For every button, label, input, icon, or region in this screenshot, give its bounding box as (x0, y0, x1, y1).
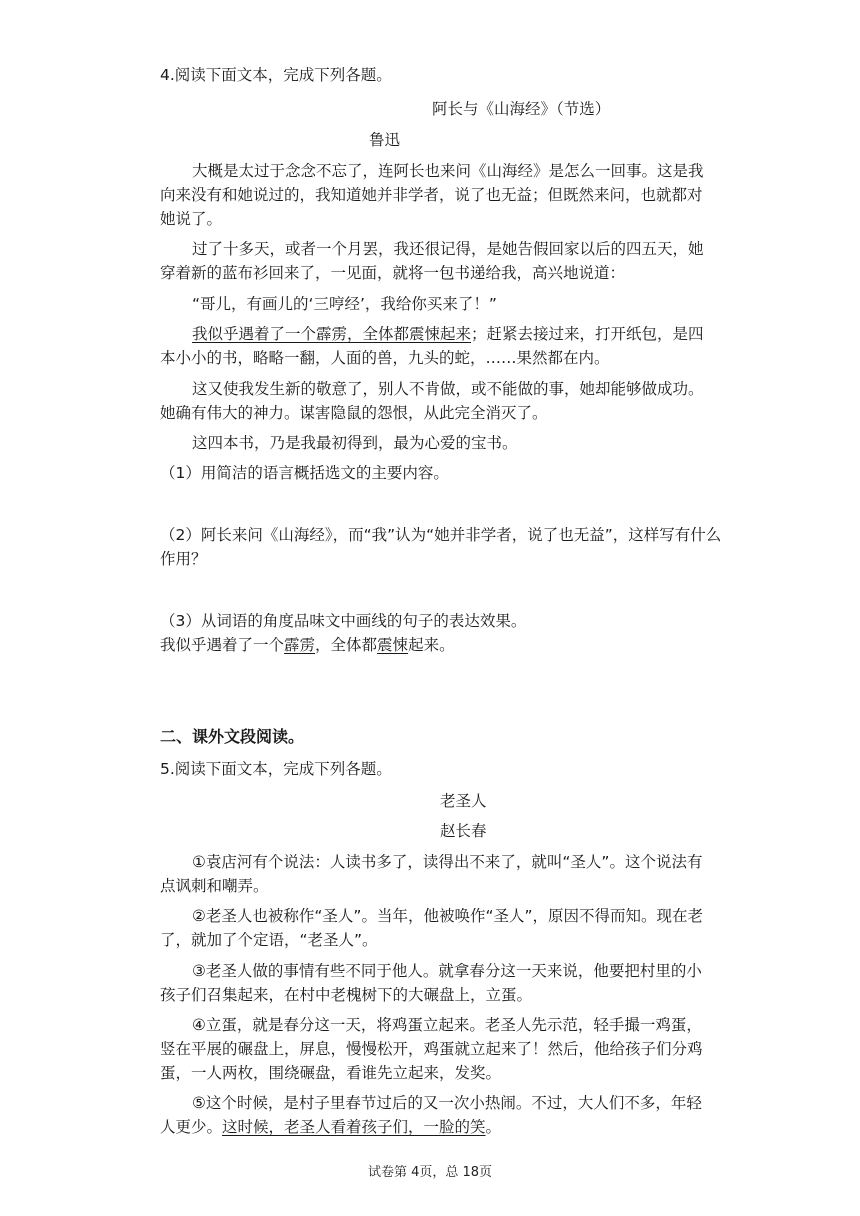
q5-p3-line1: ③老圣人做的事情有些不同于他人。就拿春分这一天来说，他要把村里的小 (192, 962, 702, 980)
q5-p5-text-b: 。 (485, 1118, 502, 1136)
q5-author: 赵长春 (440, 822, 487, 840)
q5-title: 老圣人 (440, 792, 487, 810)
q4-p5-line2: 她确有伟大的神力。谋害隐鼠的怨恨，从此完全消灭了。 (160, 404, 548, 422)
q4-sub2-line2: 作用？ (160, 550, 207, 568)
q4-p4-line2: 本小小的书，略略一翻，人面的兽，九头的蛇，……果然都在内。 (160, 349, 610, 367)
q4-title: 阿长与《山海经》（节选） (432, 100, 611, 118)
q5-p3-line2: 孩子们召集起来，在村中老槐树下的大碾盘上，立蛋。 (160, 986, 533, 1004)
q5-p2-line1: ②老圣人也被称作“圣人”。当年，他被唤作“圣人”，原因不得而知。现在老 (192, 907, 704, 925)
q4-author: 鲁迅 (369, 131, 401, 149)
q5-p1-line2: 点讽刺和嘲弄。 (160, 877, 269, 895)
q5-p1-line1: ①袁店河有个说法：人读书多了，读得出不来了，就叫“圣人”。这个说法有 (192, 853, 703, 871)
q5-p4-line2: 竖在平展的碾盘上，屏息，慢慢松开，鸡蛋就立起来了！然后，他给孩子们分鸡 (160, 1040, 703, 1058)
section-2-heading: 二、课外文段阅读。 (160, 727, 305, 746)
q4-sub3-text1: 我似乎遇着了一个 (160, 636, 285, 654)
q5-p5-line1: ⑤这个时候，是村子里春节过后的又一次小热闹。不过，大人们不多，年轻 (192, 1094, 702, 1112)
q4-sub3-text3: 起来。 (408, 636, 455, 654)
q5-p5-line2 (160, 1114, 501, 1140)
q4-sub1: （1）用简洁的语言概括选文的主要内容。 (160, 464, 449, 482)
q4-p4-rest: ；赶紧去接过来，打开纸包，是四 (471, 325, 704, 343)
q4-p4-line1 (192, 321, 704, 347)
q5-p4-line3: 蛋，一人两枚，围绕碾盘，看谁先立起来，发奖。 (160, 1064, 502, 1082)
q5-p2-line2: 了，就加了个定语，“老圣人”。 (160, 931, 378, 949)
q4-p1-line3: 她说了。 (160, 210, 223, 228)
q4-p1-line2: 向来没有和她说过的，我知道她并非学者，说了也无益；但既然来问，也就都对 (160, 186, 703, 204)
q5-p4-line1: ④立蛋，就是春分这一天，将鸡蛋立起来。老圣人先示范，轻手撮一鸡蛋， (192, 1016, 702, 1034)
q4-p3: “哥儿，有画儿的‘三哼经’，我给你买来了！” (192, 295, 497, 313)
q5-p5-text-a: 人更少。 (160, 1118, 223, 1136)
q4-sub3-word2: 震悚 (377, 636, 409, 654)
q4-p5-line1: 这又使我发生新的敬意了，别人不肯做，或不能做的事，她却能够做成功。 (192, 380, 704, 398)
q4-p1-line1: 大概是太过于念念不忘了，连阿长也来问《山海经》是怎么一回事。这是我 (192, 162, 704, 180)
q4-p2-line2: 穿着新的蓝布衫回来了，一见面，就将一包书递给我，高兴地说道： (160, 264, 626, 282)
q4-p2-line1: 过了十多天，或者一个月罢，我还很记得，是她告假回家以后的四五天，她 (192, 240, 704, 258)
q4-sub2-line1: （2）阿长来问《山海经》，而“我”认为“她并非学者，说了也无益”，这样写有什么 (160, 526, 722, 544)
q5-prompt: 5.阅读下面文本，完成下列各题。 (160, 760, 392, 778)
q5-underlined-sentence: 这时候，老圣人看着孩子们，一脸的笑 (222, 1118, 486, 1136)
q4-p6: 这四本书，乃是我最初得到，最为心爱的宝书。 (192, 434, 518, 452)
q4-sub3-word1: 霹雳 (284, 636, 316, 654)
q4-sub3-sentence (160, 632, 455, 658)
q4-sub3-text2: ，全体都 (315, 636, 378, 654)
underlined-sentence: 我似乎遇着了一个霹雳，全体都震悚起来 (192, 325, 472, 343)
page-footer: 试卷第 4页，总 18页 (367, 1165, 493, 1180)
q4-prompt: 4.阅读下面文本，完成下列各题。 (160, 66, 392, 84)
q4-sub3: （3）从词语的角度品味文中画线的句子的表达效果。 (160, 612, 527, 630)
